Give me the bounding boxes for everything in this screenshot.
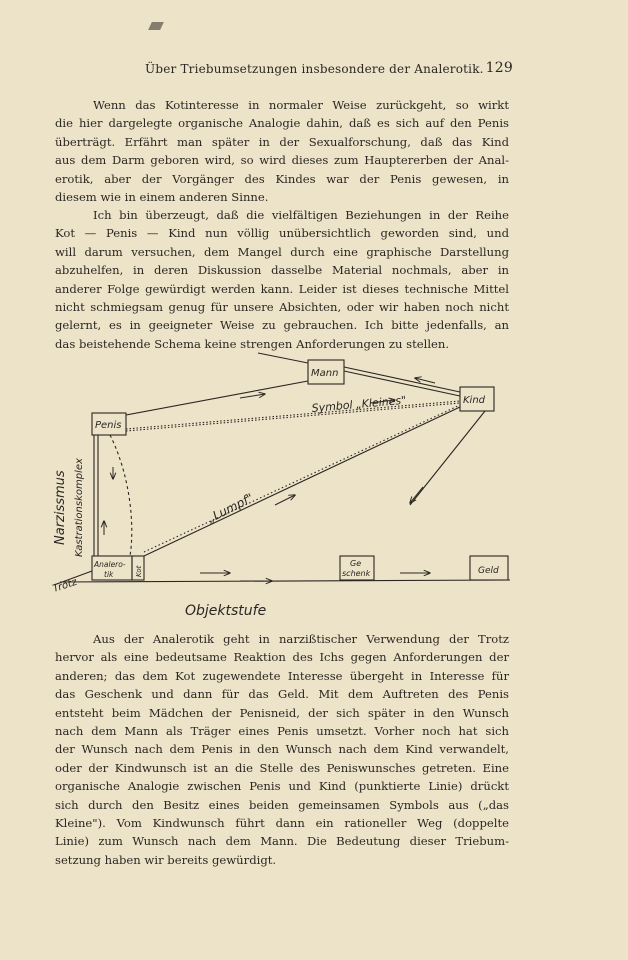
kind-label: Kind bbox=[463, 395, 486, 406]
text-line: organische Analogie zwischen Penis und Kind (punktierte Linie) drückt bbox=[55, 779, 509, 794]
text-line: Kleine"). Vom Kindwunsch führt dann ein rationeller Weg (doppelte bbox=[55, 816, 509, 831]
paragraph-1 bbox=[55, 96, 509, 206]
paragraph-2 bbox=[55, 206, 509, 353]
text-line: die hier dargelegte organische Analogie dahin, daß es sich auf den Penis bbox=[55, 116, 509, 131]
text-line: entsteht beim Mädchen der Penisneid, der sich später in den Wunsch bbox=[55, 705, 509, 720]
analerotik-label-2: tik bbox=[104, 570, 114, 579]
text-line: Linie) zum Wunsch nach dem Mann. Die Bedeutung dieser Triebum- bbox=[55, 834, 509, 849]
narzissmus-label: Narzissmus bbox=[53, 470, 68, 545]
objektstufe-label: Objektstufe bbox=[185, 603, 267, 619]
text-line: abzuhelfen, in deren Diskussion dasselbe Material nochmals, aber in bbox=[55, 263, 509, 278]
text-line: setzung haben wir bereits gewürdigt. bbox=[55, 852, 277, 867]
symbol-label: Symbol „Kleines" bbox=[311, 393, 407, 415]
text-line: überträgt. Erfährt man später in der Sexualforschung, daß das Kind bbox=[55, 134, 509, 149]
text-line: hervor als eine bedeutsame Reaktion des Ichs gegen Anforderungen der bbox=[55, 650, 509, 665]
ink-smudge bbox=[148, 22, 164, 30]
mann-label: Mann bbox=[311, 368, 339, 379]
text-line: Ich bin überzeugt, daß die vielfältigen Beziehungen in der Reihe bbox=[93, 208, 509, 222]
schema-diagram bbox=[40, 345, 520, 625]
text-line: will darum versuchen, dem Mangel durch eine graphische Darstellung bbox=[55, 244, 509, 259]
kot-label: Kot bbox=[135, 565, 143, 577]
text-line: erotik, aber der Vorgänger des Kindes war der Penis gewesen, in bbox=[55, 171, 509, 186]
trotz-label: Trotz bbox=[51, 576, 79, 595]
lumpf-label: „Lumpf" bbox=[205, 490, 256, 526]
penis-label: Penis bbox=[95, 420, 122, 431]
text-line: gelernt, es in geeigneter Weise zu gebrauchen. Ich bitte jedenfalls, an bbox=[55, 318, 509, 333]
running-title: Über Triebumsetzungen insbesondere der Analerotik. bbox=[145, 62, 484, 76]
text-line: das beistehende Schema keine strengen Anforderungen zu stellen. bbox=[55, 336, 450, 351]
text-line: Kot — Penis — Kind nun völlig unübersichtlich geworden sind, und bbox=[55, 226, 509, 241]
text-line: das Geschenk und dann für das Geld. Mit dem Auftreten des Penis bbox=[55, 687, 509, 702]
text-line: sich durch den Besitz eines beiden gemeinsamen Symbols aus („das bbox=[55, 797, 509, 812]
text-line: Wenn das Kotinteresse in normaler Weise zurückgeht, so wirkt bbox=[93, 98, 509, 112]
kastrationskomplex-label: Kastrationskomplex bbox=[74, 458, 85, 557]
text-line: diesem wie in einem anderen Sinne. bbox=[55, 190, 269, 205]
text-line: Aus der Analerotik geht in narzißtischer Verwendung der Trotz bbox=[93, 632, 509, 646]
text-line: anderer Folge gewürdigt werden kann. Leider ist dieses technische Mittel bbox=[55, 281, 509, 296]
page-number: 129 bbox=[485, 60, 513, 76]
geld-label: Geld bbox=[478, 566, 499, 576]
text-line: anderen; das dem Kot zugewendete Interesse übergeht in Interesse für bbox=[55, 668, 509, 683]
text-line: oder der Kindwunsch ist an die Stelle des Peniswunsches getreten. Eine bbox=[55, 760, 509, 775]
text-line: nach dem Mann als Träger eines Penis umsetzt. Vorher noch hat sich bbox=[55, 724, 509, 739]
text-line: nicht schmiegsam genug für unsere Absichten, oder wir haben noch nicht bbox=[55, 300, 509, 315]
geschenk-label-1: Ge bbox=[350, 559, 362, 568]
analerotik-label-1: Analero- bbox=[94, 560, 126, 569]
geschenk-label-2: schenk bbox=[342, 569, 371, 578]
text-line: aus dem Darm geboren wird, so wird dieses zum Hauptererben der Anal- bbox=[55, 153, 509, 168]
text-line: der Wunsch nach dem Penis in den Wunsch nach dem Kind verwandelt, bbox=[55, 742, 509, 757]
paragraph-3 bbox=[55, 630, 509, 869]
